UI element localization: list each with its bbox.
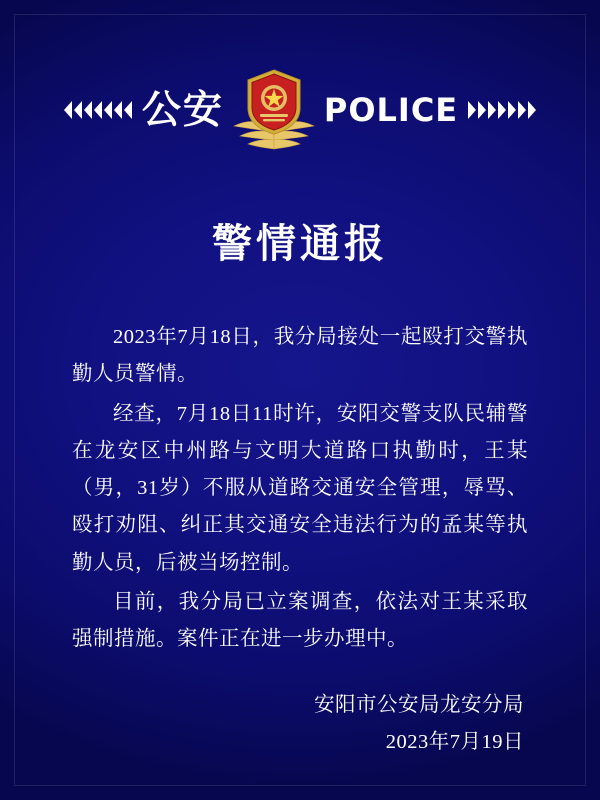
left-chevron-decoration [64, 101, 132, 119]
agency-name-cn: 公安 [141, 87, 224, 133]
signature-block [72, 687, 528, 761]
chevron-left-icon [104, 101, 112, 119]
chevron-right-icon [498, 101, 506, 119]
chevron-left-icon [84, 101, 92, 119]
chevron-right-icon [508, 101, 516, 119]
notice-paragraph: 2023年7月18日，我分局接处一起殴打交警执勤人员警情。 [72, 326, 528, 386]
notice-body [72, 319, 528, 659]
chevron-left-icon [114, 101, 122, 119]
police-emblem-icon [230, 64, 318, 156]
chevron-right-icon [488, 101, 496, 119]
agency-name-en: POLICE [323, 91, 459, 129]
page-title: 警情通报 [212, 221, 388, 267]
poster-header [26, 62, 574, 158]
right-chevron-decoration [468, 101, 536, 119]
chevron-left-icon [124, 101, 132, 119]
chevron-left-icon [94, 101, 102, 119]
issue-date: 2023年7月19日 [385, 730, 524, 753]
chevron-right-icon [478, 101, 486, 119]
chevron-right-icon [528, 101, 536, 119]
chevron-right-icon [468, 101, 476, 119]
chevron-right-icon [518, 101, 526, 119]
notice-paragraph: 目前，我分局已立案调查，依法对王某采取强制措施。案件正在进一步办理中。 [72, 591, 528, 651]
notice-paragraph: 经查，7月18日11时许，安阳交警支队民辅警在龙安区中州路与文明大道路口执勤时，王某（男，31岁）不服从道路交通安全管理，辱骂、殴打劝阻、纠正其交通安全违法行为的孟某等执勤人员，后被当场控制。 [72, 402, 528, 574]
chevron-left-icon [74, 101, 82, 119]
issuing-authority: 安阳市公安局龙安分局 [314, 693, 524, 716]
chevron-left-icon [64, 101, 72, 119]
